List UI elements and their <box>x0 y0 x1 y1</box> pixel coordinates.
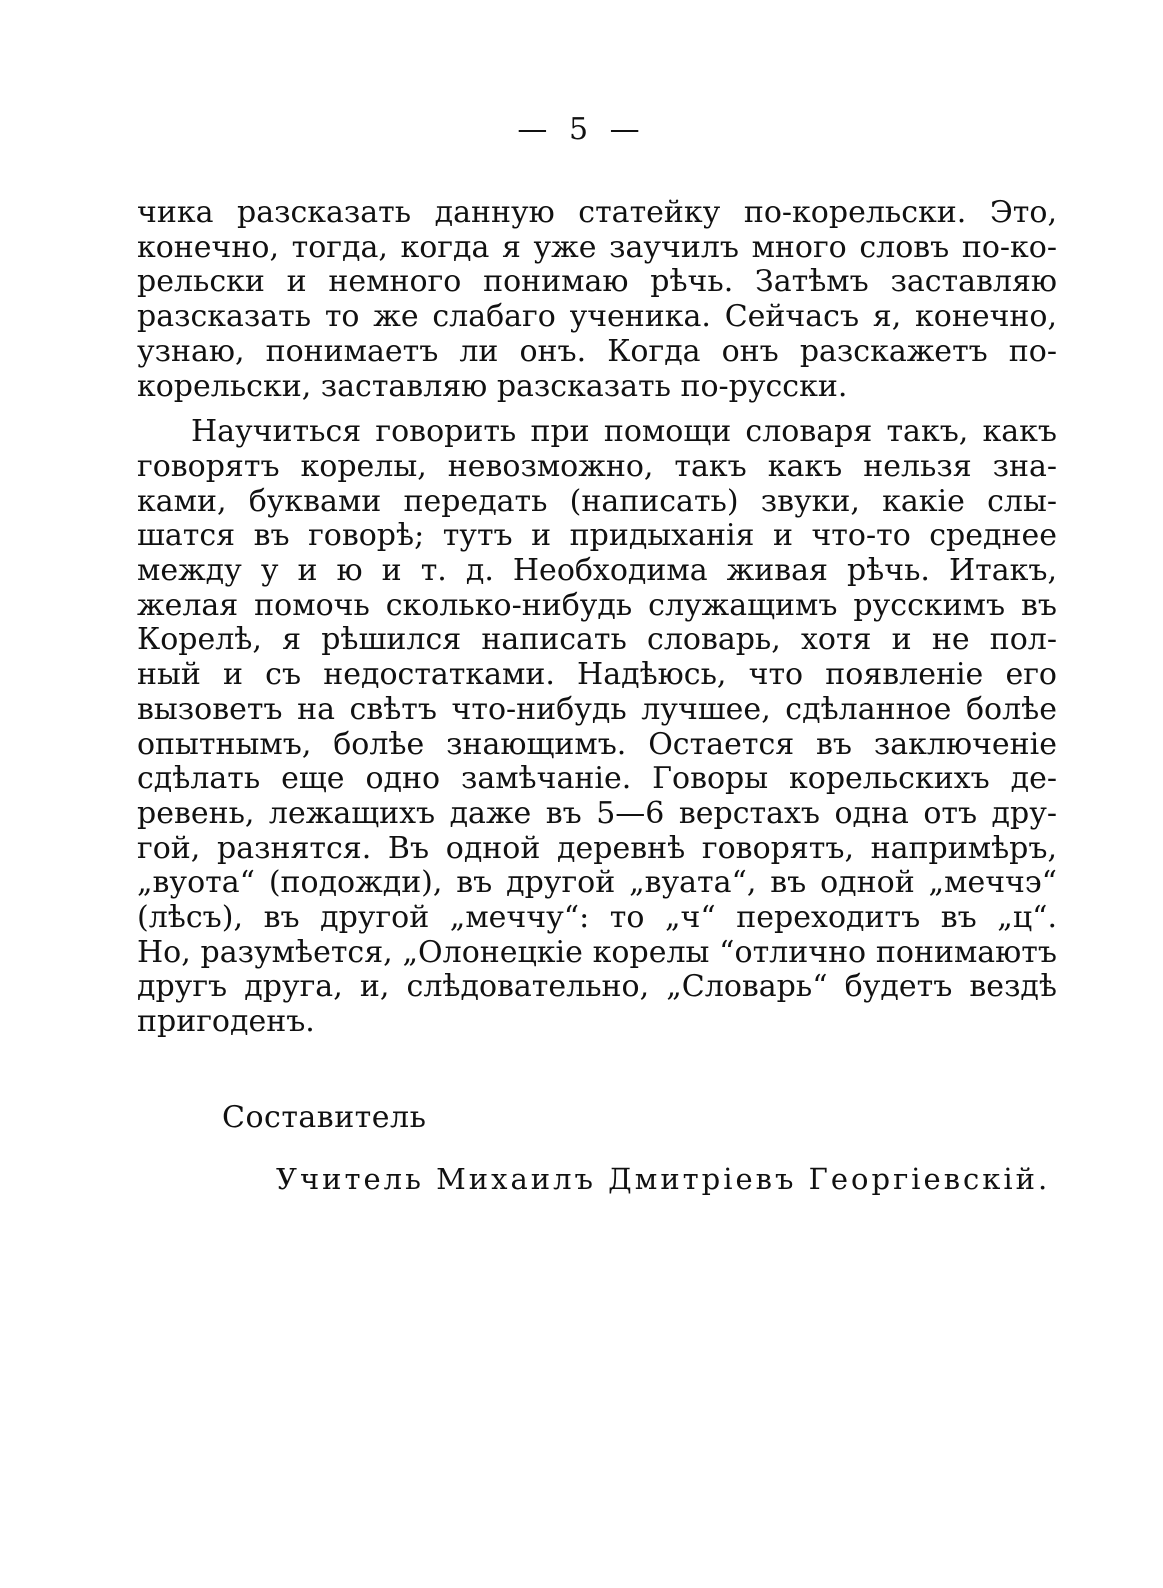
text-line: конечно, тогда, когда я уже заучилъ много словъ по-ко- <box>137 230 1057 265</box>
text-line: говорятъ корелы, невозможно, такъ какъ нельзя зна- <box>137 449 1057 484</box>
text-line: ный и съ недостатками. Надѣюсь, что появленіе его <box>137 658 1057 693</box>
text-line: Научиться говорить при помощи словаря такъ, какъ <box>191 415 1057 450</box>
body-text <box>137 196 1057 1040</box>
text-line: другъ друга, и, слѣдовательно, „Словарь“ будетъ вездѣ <box>137 970 1057 1005</box>
text-line: Корелѣ, я рѣшился написать словарь, хотя и не пол- <box>137 623 1057 658</box>
page-number: — 5 — <box>517 112 646 147</box>
signature-name: Учитель Михаилъ Дмитріевъ Георгіевскій. <box>276 1162 1051 1196</box>
text-line: между у и ю и т. д. Необходима живая рѣчь. Итакъ, <box>137 554 1057 589</box>
text-line: чика разсказать данную статейку по-корельски. Это, <box>137 196 1057 230</box>
text-line: (лѣсъ), въ другой „меччу“: то „ч“ переходитъ въ „ц“. <box>137 901 1057 936</box>
text-line: разсказать то же слабаго ученика. Сейчасъ я, конечно, <box>137 300 1057 335</box>
text-line: рельски и немного понимаю рѣчь. Затѣмъ заставляю <box>137 265 1057 300</box>
signature-label: Составитель <box>222 1100 427 1135</box>
text-line: „вуота“ (подожди), въ другой „вуата“, въ одной „меччэ“ <box>137 866 1057 901</box>
paragraph-gap <box>137 404 1057 415</box>
text-line: сдѣлать еще одно замѣчаніе. Говоры корельскихъ де- <box>137 762 1057 797</box>
text-line: Но, разумѣется, „Олонецкіе корелы “отлично понимаютъ <box>137 935 1057 970</box>
text-line: гой, разнятся. Въ одной деревнѣ говорятъ, напримѣръ, <box>137 831 1057 866</box>
paragraph-2 <box>137 415 1057 1040</box>
text-line: опытнымъ, болѣе знающимъ. Остается въ заключеніе <box>137 727 1057 762</box>
text-line: корельски, заставляю разсказать по-русски. <box>137 369 848 404</box>
text-line: желая помочь сколько-нибудь служащимъ русскимъ въ <box>137 588 1057 623</box>
text-line: ками, буквами передать (написать) звуки, какіе слы- <box>137 484 1057 519</box>
text-line: узнаю, понимаетъ ли онъ. Когда онъ разскажетъ по- <box>137 334 1057 369</box>
text-line: вызоветъ на свѣтъ что-нибудь лучшее, сдѣланное болѣе <box>137 692 1057 727</box>
text-line: пригоденъ. <box>137 1005 315 1040</box>
paragraph-1 <box>137 196 1057 404</box>
text-line: ревень, лежащихъ даже въ 5—6 верстахъ одна отъ дру- <box>137 796 1057 831</box>
text-line: шатся въ говорѣ; тутъ и придыханія и что-то среднее <box>137 519 1057 554</box>
